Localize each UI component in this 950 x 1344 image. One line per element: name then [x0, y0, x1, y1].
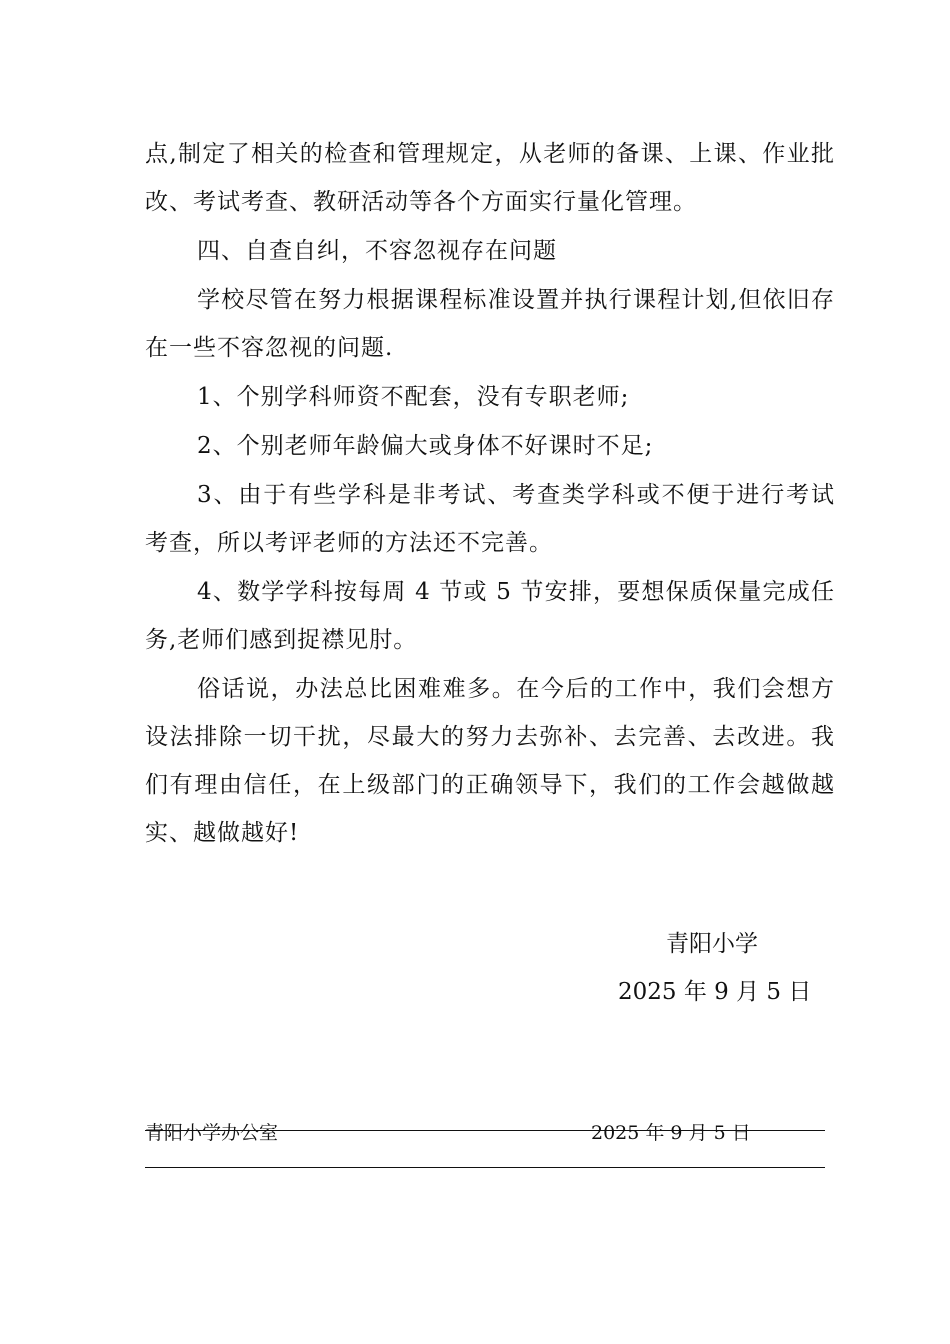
signature-date: 2025 年 9 月 5 日 — [618, 979, 812, 1005]
document-body — [145, 130, 835, 858]
paragraph-problems-intro: 学校尽管在努力根据课程标准设置并执行课程计划,但依旧存在一些不容忽视的问题. — [145, 287, 835, 361]
footer-block — [145, 1118, 825, 1178]
list-item-3: 3、由于有些学科是非考试、考查类学科或不便于进行考试考查，所以考评老师的方法还不完善。 — [145, 482, 835, 556]
signature-name: 青阳小学 — [666, 931, 758, 957]
footer-date: 2025 年 9 月 5 日 — [591, 1122, 751, 1144]
paragraph-conclusion: 俗话说，办法总比困难难多。在今后的工作中，我们会想方设法排除一切干扰，尽最大的努力去弥补、去完善、去改进。我们有理由信任，在上级部门的正确领导下，我们的工作会越做越实、越做越好! — [145, 676, 835, 846]
signature-block — [610, 920, 830, 1016]
footer-office: 青阳小学办公室 — [145, 1122, 279, 1144]
list-item-2: 2、个别老师年龄偏大或身体不好课时不足; — [197, 433, 654, 459]
paragraph-continuation: 点,制定了相关的检查和管理规定，从老师的备课、上课、作业批改、考试考查、教研活动等各个方面实行量化管理。 — [145, 141, 835, 215]
list-item-4: 4、数学学科按每周 4 节或 5 节安排，要想保质保量完成任务,老师们感到捉襟见肘。 — [145, 579, 835, 653]
footer-bottom-rule — [145, 1167, 825, 1168]
list-item-1: 1、个别学科师资不配套，没有专职老师; — [197, 384, 630, 410]
section-heading: 四、自查自纠，不容忽视存在问题 — [197, 238, 557, 264]
